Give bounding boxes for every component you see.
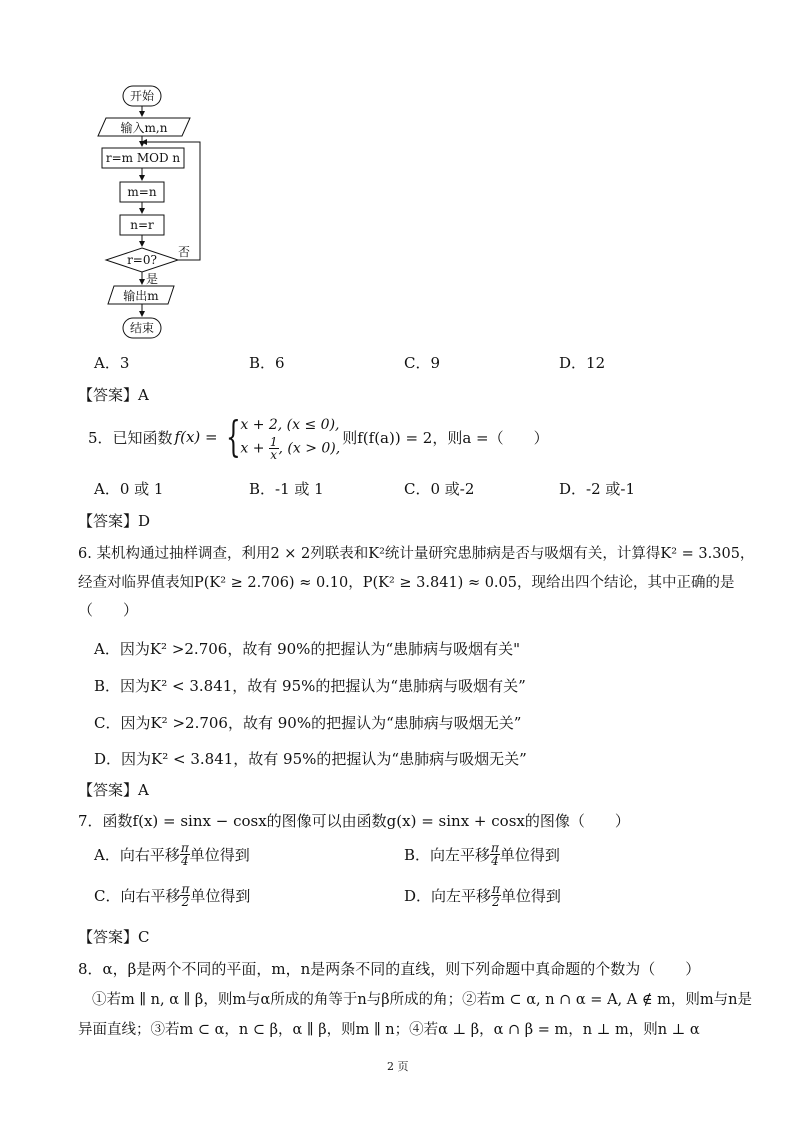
flowchart-input-text: 输入m,n — [120, 121, 168, 135]
q7-option-b-fraction: $\frac{\pi}{4}$ — [491, 841, 499, 868]
q4-answer: 【答案】A — [78, 386, 149, 404]
flowchart-end-text: 结束 — [129, 321, 155, 335]
q6-answer: 【答案】A — [78, 781, 149, 799]
page-number: 2 页 — [387, 1060, 409, 1073]
q4-option-d: D．12 — [559, 354, 606, 372]
flowchart-decision-text: r=0? — [127, 253, 157, 267]
q5-stem — [88, 414, 549, 460]
flowchart-start-text: 开始 — [129, 89, 155, 103]
flowchart-step1-text: r=m MOD n — [105, 151, 181, 165]
q7-option-d-fraction: $\frac{\pi}{2}$ — [492, 882, 500, 909]
q4-option-c: C．9 — [404, 354, 441, 372]
flowchart-step2-text: m=n — [127, 185, 157, 199]
q7-option-c-fraction: $\frac{\pi}{2}$ — [181, 882, 190, 909]
q5-brace: { — [225, 412, 241, 461]
q8-line1: 8．α，β是两个不同的平面，m，n是两条不同的直线，则下列命题中真命题的个数为（ ） — [78, 960, 701, 978]
q7-option-a-fraction: $\frac{\pi}{4}$ — [180, 841, 189, 868]
q5-prefix: 5．已知函数 — [88, 428, 173, 447]
q6-option-b: B．因为K² < 3.841，故有 95%的把握认为“患肺病与吸烟有关” — [94, 677, 526, 695]
q7-answer: 【答案】C — [78, 928, 150, 946]
q5-option-c: C．0 或-2 — [404, 480, 475, 498]
q7-option-b: B．向左平移 $\frac{\pi}{4}$ 单位得到 — [404, 841, 560, 868]
q7-option-c: C．向右平移 $\frac{\pi}{2}$ 单位得到 — [94, 882, 251, 909]
flowchart — [90, 82, 230, 342]
q5-answer: 【答案】D — [78, 512, 151, 530]
q6-line2: 经查对临界值表知P(K² ≥ 2.706) ≈ 0.10，P(K² ≥ 3.841) ≈ 0.05，现给出四个结论，其中正确的是 — [78, 575, 735, 591]
q5-suffix: 则f(f(a)) = 2，则a =（ ） — [342, 428, 549, 447]
q8-line2: ①若m ∥ n, α ∥ β，则m与α所成的角等于n与β所成的角；②若m ⊂ α, n ∩ α = A, A ∉ m，则m与n是 — [92, 992, 753, 1008]
q6-line1: 6. 某机构通过抽样调查，利用2 × 2列联表和K²统计量研究患肺病是否与吸烟有关，计算得K² = 3.305， — [78, 546, 755, 562]
q7-option-d: D．向左平移 $\frac{\pi}{2}$ 单位得到 — [404, 882, 561, 909]
flowchart-step3-text: n=r — [130, 218, 154, 232]
q5-option-a: A．0 或 1 — [94, 480, 164, 498]
q4-option-b: B．6 — [249, 354, 285, 372]
q7-option-a: A．向右平移 $\frac{\pi}{4}$ 单位得到 — [94, 841, 250, 868]
q4-option-a: A．3 — [94, 354, 130, 372]
q8-line3: 异面直线；③若m ⊂ α，n ⊂ β，α ∥ β，则m ∥ n；④若α ⊥ β，α ∩ β = m，n ⊥ m，则n ⊥ α — [78, 1022, 700, 1038]
q5-fx: f(x) = — [174, 428, 218, 446]
q5-cases — [240, 414, 340, 461]
flowchart-output-text: 输出m — [123, 289, 159, 303]
q5-case2-fraction: $\frac{1}{x}$ — [269, 434, 278, 462]
q5-option-d: D．-2 或-1 — [559, 480, 636, 498]
q5-option-b: B．-1 或 1 — [249, 480, 324, 498]
q6-option-d: D．因为K² < 3.841，故有 95%的把握认为“患肺病与吸烟无关” — [94, 750, 527, 768]
q7-stem: 7．函数f(x) = sinx − cosx的图像可以由函数g(x) = sinx + cosx的图像（ ） — [78, 812, 630, 830]
flowchart-no-label: 否 — [178, 245, 191, 259]
q5-case1: x + 2, (x ≤ 0), — [240, 416, 340, 433]
q5-case2-b: , (x > 0), — [278, 440, 341, 456]
flowchart-yes-label: 是 — [146, 272, 159, 286]
q6-option-a: A．因为K² >2.706，故有 90%的把握认为“患肺病与吸烟有关" — [94, 640, 521, 658]
q6-option-c: C．因为K² >2.706，故有 90%的把握认为“患肺病与吸烟无关” — [94, 714, 522, 732]
q5-case2-a: x + — [240, 440, 265, 456]
q6-line3: （ ） — [78, 601, 139, 619]
